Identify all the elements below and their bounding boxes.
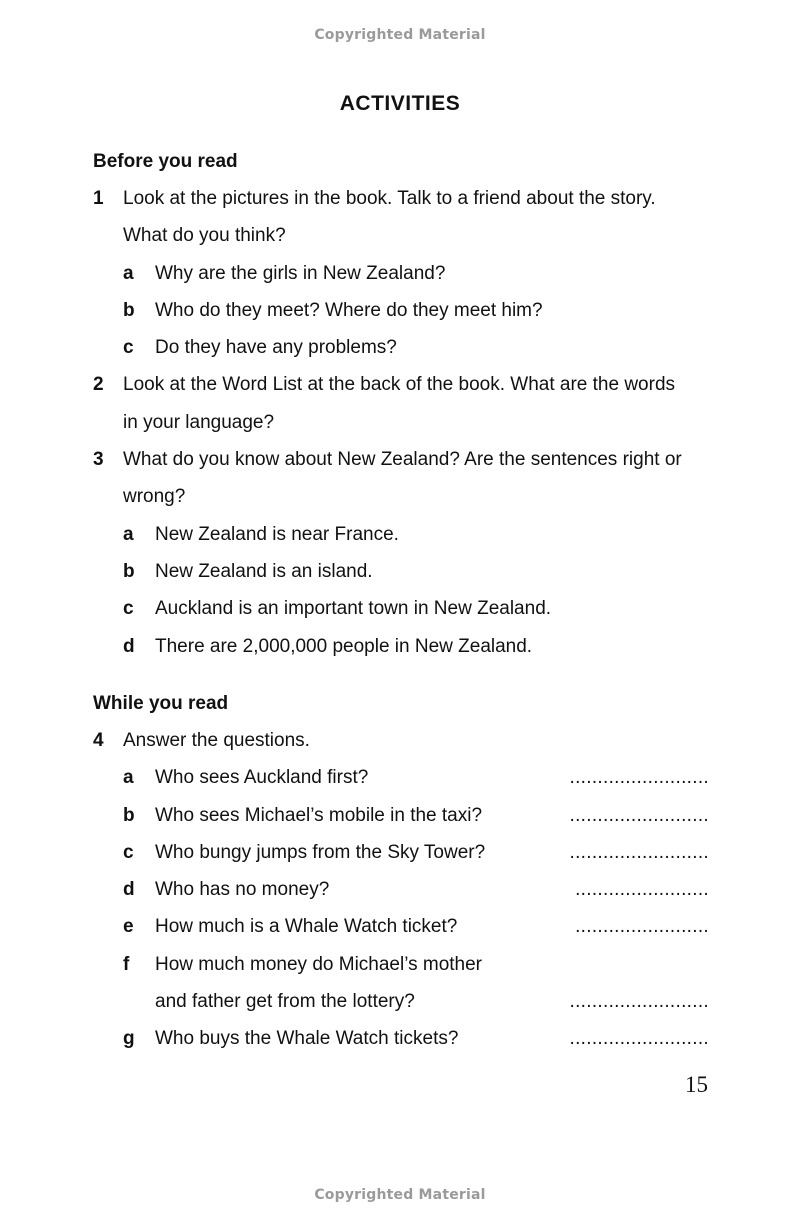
list-item <box>93 516 709 553</box>
item-text: Who bungy jumps from the Sky Tower? <box>155 841 486 863</box>
question-text: Look at the Word List at the back of the book. What are the words <box>123 374 676 396</box>
item-letter: f <box>123 953 130 975</box>
answer-blank: ........................ <box>575 916 709 938</box>
while-you-read-section <box>93 685 709 1058</box>
item-text: Why are the girls in New Zealand? <box>155 262 446 284</box>
answer-blank: ......................... <box>569 991 709 1013</box>
item-text: There are 2,000,000 people in New Zealand. <box>155 635 533 657</box>
list-item <box>93 292 709 329</box>
list-item <box>93 871 709 908</box>
question-number: 3 <box>93 449 104 471</box>
question-text: What do you know about New Zealand? Are the sentences right or <box>123 449 682 471</box>
question-number: 1 <box>93 188 104 209</box>
list-item <box>93 628 709 665</box>
item-text: Auckland is an important town in New Zealand. <box>155 598 552 620</box>
item-letter: b <box>123 804 135 826</box>
before-you-read-section <box>93 143 709 665</box>
question-text: Look at the pictures in the book. Talk to a friend about the story. <box>123 188 656 209</box>
list-item <box>93 797 709 834</box>
page-title: ACTIVITIES <box>339 92 461 115</box>
item-letter: c <box>123 598 134 620</box>
answer-blank: ......................... <box>569 804 709 826</box>
answer-blank: ........................ <box>575 879 709 901</box>
list-item <box>93 834 709 871</box>
item-letter: d <box>123 879 135 901</box>
list-item <box>93 553 709 590</box>
question-text-continued: What do you think? <box>123 225 286 247</box>
item-text: How much is a Whale Watch ticket? <box>155 916 458 938</box>
list-item <box>93 590 709 627</box>
item-letter: b <box>123 299 135 321</box>
question-text: Answer the questions. <box>123 730 310 751</box>
item-letter: g <box>123 1028 135 1050</box>
list-item <box>93 329 709 366</box>
question-text-continued: wrong? <box>123 486 186 508</box>
answer-blank: ......................... <box>569 841 709 863</box>
item-letter: c <box>123 841 134 863</box>
item-text: How much money do Michael’s mother <box>155 953 483 975</box>
copyright-watermark-bottom: Copyrighted Material <box>314 1187 486 1203</box>
item-letter: a <box>123 523 134 545</box>
list-item <box>93 908 709 945</box>
item-letter: a <box>123 262 134 284</box>
question-3 <box>93 441 709 516</box>
item-text: Who buys the Whale Watch tickets? <box>155 1028 459 1050</box>
section-heading-while: While you read <box>93 693 229 714</box>
question-2 <box>93 366 709 441</box>
list-item <box>93 759 709 796</box>
list-item <box>93 946 709 1021</box>
item-text: Who do they meet? Where do they meet him? <box>155 299 543 321</box>
item-letter: c <box>123 337 134 359</box>
item-text: Do they have any problems? <box>155 337 397 359</box>
item-text-continued: and father get from the lottery? <box>155 991 415 1013</box>
list-item <box>93 1020 709 1057</box>
question-text-continued: in your language? <box>123 411 275 433</box>
question-number: 2 <box>93 374 104 396</box>
item-text: Who has no money? <box>155 879 330 901</box>
item-letter: e <box>123 916 134 938</box>
item-letter: b <box>123 560 135 582</box>
section-heading-before: Before you read <box>93 151 238 172</box>
item-text: New Zealand is an island. <box>155 560 373 582</box>
item-text: Who sees Michael’s mobile in the taxi? <box>155 804 483 826</box>
item-text: New Zealand is near France. <box>155 523 399 545</box>
item-text: Who sees Auckland first? <box>155 767 369 789</box>
question-number: 4 <box>93 730 104 751</box>
question-1 <box>93 180 709 255</box>
page-number: 15 <box>685 1072 708 1097</box>
copyright-watermark-top: Copyrighted Material <box>314 27 486 43</box>
question-4 <box>93 722 709 759</box>
item-letter: d <box>123 635 135 657</box>
item-letter: a <box>123 767 134 789</box>
answer-blank: ......................... <box>569 1028 709 1050</box>
list-item <box>93 255 709 292</box>
answer-blank: ......................... <box>569 767 709 789</box>
